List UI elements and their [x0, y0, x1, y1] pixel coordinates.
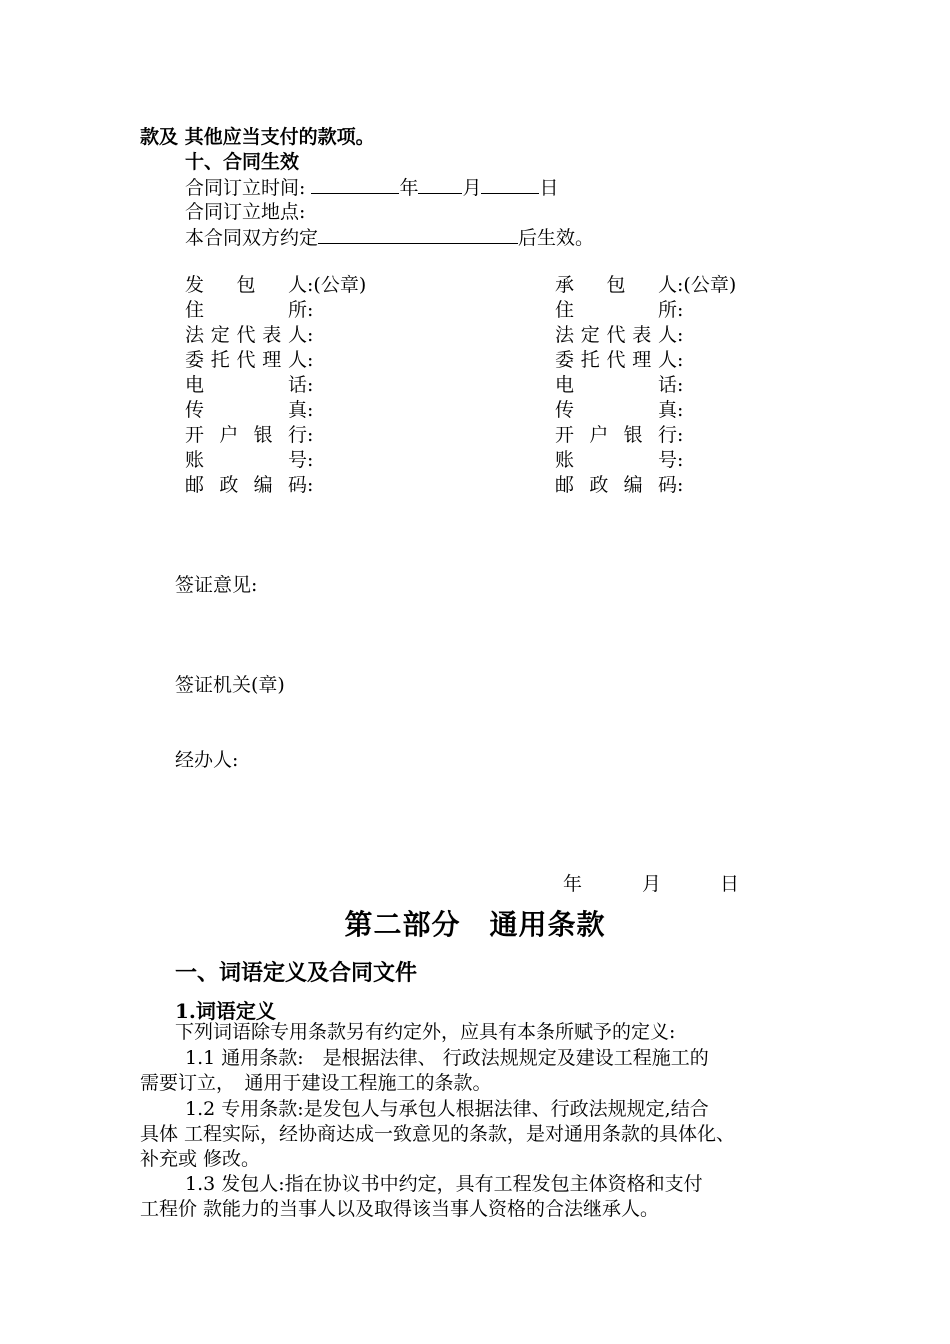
clause-1-2-line1: 1.2 专用条款:是发包人与承包人根据法律、行政法规规定,结合: [185, 1098, 709, 1120]
day-label: 日: [539, 177, 559, 199]
colon: :: [677, 399, 684, 421]
right-party-field-label: 账 号: [555, 449, 677, 471]
section-ten-heading: 十、合同生效: [185, 151, 300, 173]
agree-prefix: 本合同双方约定: [185, 227, 319, 249]
visa-handler: 经办人:: [175, 749, 239, 771]
left-party-title-row: [185, 273, 366, 298]
right-party-field-row: [555, 323, 683, 348]
colon: :: [677, 299, 684, 321]
left-party-field-label: 法定代表人: [185, 324, 307, 346]
clause-1-2-line2: 具体 工程实际，经协商达成一致意见的条款，是对通用条款的具体化、: [140, 1123, 736, 1145]
left-party-field-label: 账 号: [185, 449, 307, 471]
definitions-intro: 下列词语除专用条款另有约定外，应具有本条所赋予的定义:: [175, 1021, 676, 1043]
left-party-seal: :(公章): [307, 274, 367, 296]
colon: :: [677, 424, 684, 446]
year-blank[interactable]: [311, 175, 399, 194]
left-party-field-row: [185, 373, 313, 398]
colon: :: [307, 399, 314, 421]
colon: :: [307, 324, 314, 346]
left-party-field-row: [185, 298, 313, 323]
clause-1-3-line1: 1.3 发包人:指在协议书中约定，具有工程发包主体资格和支付: [185, 1173, 703, 1195]
clause-1-2-line3: 补充或 修改。: [140, 1148, 261, 1170]
agree-suffix: 后生效。: [518, 227, 595, 249]
right-party-field-label: 邮 政 编 码: [555, 474, 677, 496]
right-party-field-label: 住 所: [555, 299, 677, 321]
visa-year: 年: [563, 873, 583, 895]
right-party-title: 承 包 人: [555, 274, 677, 296]
colon: :: [307, 449, 314, 471]
agree-blank[interactable]: [318, 225, 518, 244]
left-party-title: 发 包 人: [185, 274, 307, 296]
right-party-seal: :(公章): [677, 274, 737, 296]
left-party-field-row: [185, 348, 313, 373]
left-party-field-row: [185, 448, 313, 473]
left-party-field-row: [185, 473, 313, 498]
left-party-field-label: 开 户 银 行: [185, 424, 307, 446]
left-party-field-label: 邮 政 编 码: [185, 474, 307, 496]
left-party-field-row: [185, 423, 313, 448]
sign-place-label: 合同订立地点:: [185, 201, 306, 223]
left-party-field-label: 住 所: [185, 299, 307, 321]
clause-1-1-line2: 需要订立， 通用于建设工程施工的条款。: [140, 1072, 492, 1094]
visa-opinion: 签证意见:: [175, 574, 258, 596]
visa-day: 日: [720, 873, 740, 895]
right-party-title-row: [555, 273, 736, 298]
colon: :: [307, 424, 314, 446]
section-one-heading: 一、词语定义及合同文件: [175, 960, 418, 986]
left-party-field-label: 委托代理人: [185, 349, 307, 371]
colon: :: [307, 374, 314, 396]
visa-authority: 签证机关(章): [175, 674, 285, 696]
month-blank[interactable]: [418, 175, 462, 194]
continuation-text: 款及 其他应当支付的款项。: [140, 126, 375, 148]
clause-1-3-line2: 工程价 款能力的当事人以及取得该当事人资格的合法继承人。: [140, 1198, 660, 1220]
colon: :: [307, 349, 314, 371]
colon: :: [677, 374, 684, 396]
sign-time-line: [185, 175, 559, 201]
right-party-field-row: [555, 398, 683, 423]
left-party-field-label: 电 话: [185, 374, 307, 396]
left-party-field-label: 传 真: [185, 399, 307, 421]
right-party-field-row: [555, 448, 683, 473]
colon: :: [677, 324, 684, 346]
part-two-title: 第二部分 通用条款: [344, 908, 606, 941]
year-label: 年: [399, 177, 419, 199]
colon: :: [307, 474, 314, 496]
colon: :: [677, 449, 684, 471]
right-party-field-row: [555, 298, 683, 323]
subsection-one-heading: 1.词语定义: [175, 999, 276, 1023]
right-party-field-label: 开 户 银 行: [555, 424, 677, 446]
right-party-field-row: [555, 373, 683, 398]
day-blank[interactable]: [481, 175, 539, 194]
colon: :: [677, 349, 684, 371]
right-party-field-label: 传 真: [555, 399, 677, 421]
colon: :: [307, 299, 314, 321]
month-label: 月: [462, 177, 482, 199]
colon: :: [677, 474, 684, 496]
right-party-field-row: [555, 348, 683, 373]
visa-month: 月: [642, 873, 662, 895]
left-party-field-row: [185, 398, 313, 423]
right-party-field-label: 电 话: [555, 374, 677, 396]
right-party-field-row: [555, 473, 683, 498]
sign-time-label: 合同订立时间:: [185, 177, 306, 199]
right-party-field-label: 委托代理人: [555, 349, 677, 371]
left-party-field-row: [185, 323, 313, 348]
agreement-line: [185, 225, 594, 251]
right-party-field-label: 法定代表人: [555, 324, 677, 346]
clause-1-1-line1: 1.1 通用条款: 是根据法律、 行政法规规定及建设工程施工的: [185, 1047, 709, 1069]
right-party-field-row: [555, 423, 683, 448]
